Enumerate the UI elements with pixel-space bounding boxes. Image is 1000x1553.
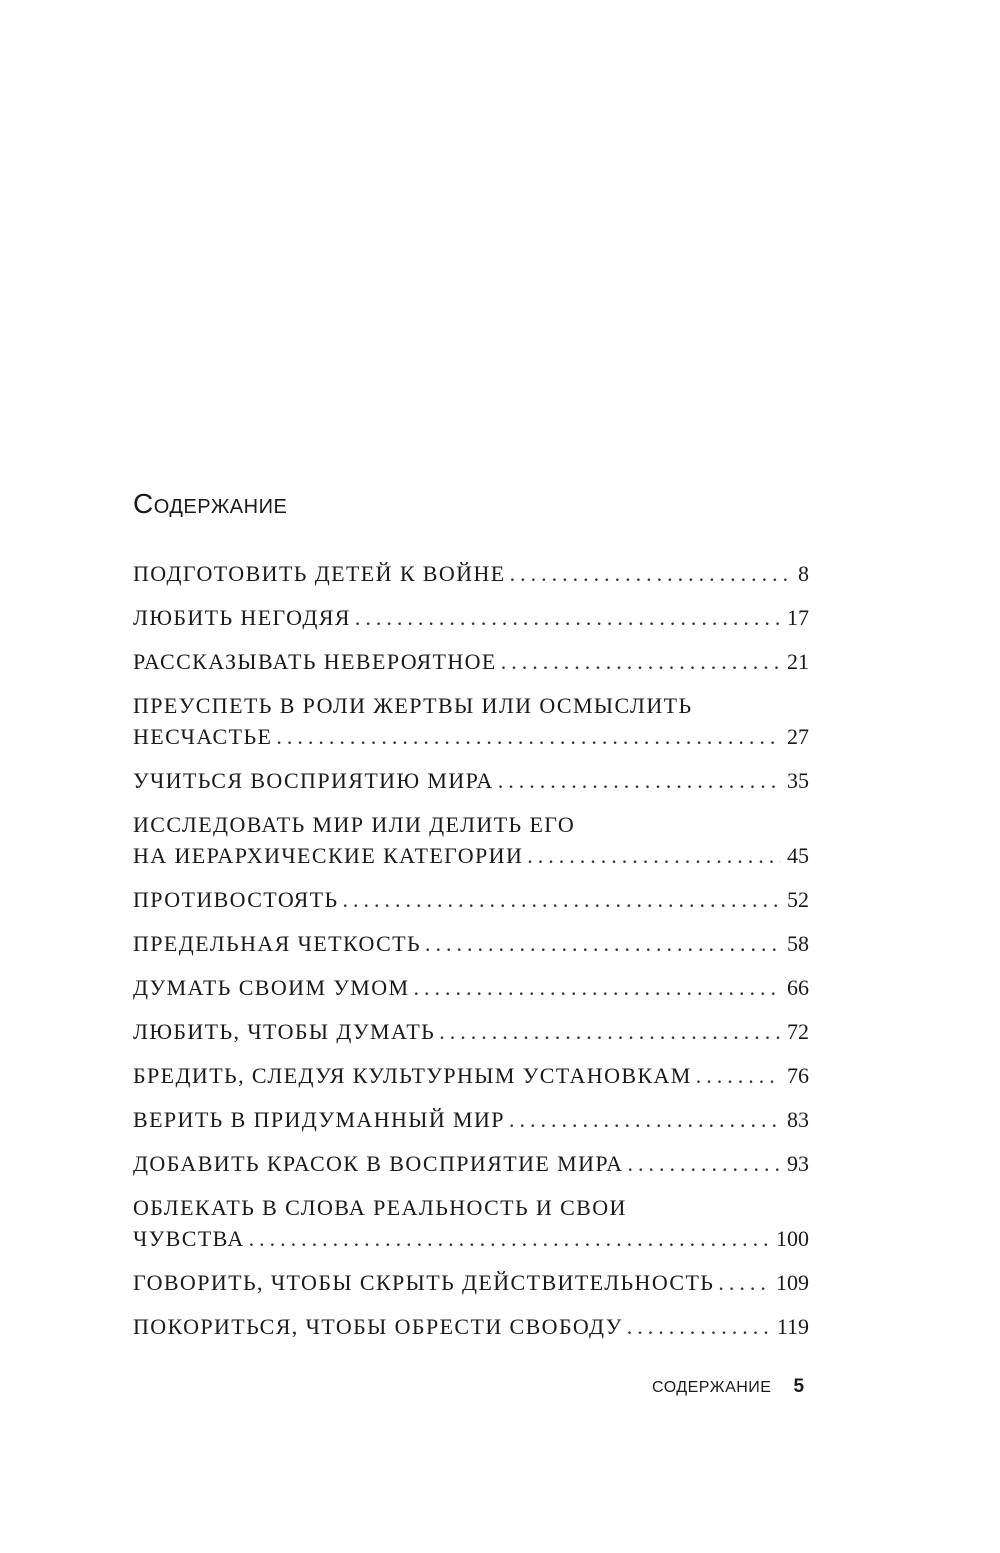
toc-entry-title: ПРЕУСПЕТЬ В РОЛИ ЖЕРТВЫ ИЛИ ОСМЫСЛИТЬ — [133, 693, 693, 718]
toc-leader-dots — [439, 1016, 781, 1047]
toc-entry-title-continued: ЧУВСТВА — [133, 1226, 245, 1251]
toc-leader-dots — [276, 721, 781, 752]
toc-entry — [133, 602, 809, 633]
toc-entry-page: 100 — [776, 1226, 809, 1251]
toc-entry-page: 72 — [787, 1019, 809, 1044]
toc-entry-title: ОБЛЕКАТЬ В СЛОВА РЕАЛЬНОСТЬ И СВОИ — [133, 1195, 627, 1220]
toc-entry — [133, 1060, 809, 1091]
toc-title: Содержание — [133, 488, 288, 519]
toc-leader-dots — [510, 558, 792, 589]
toc-entry-title-continued: НЕСЧАСТЬЕ — [133, 724, 273, 749]
toc-entry-page: 45 — [787, 843, 809, 868]
toc-entry — [133, 928, 809, 959]
toc-entry-page: 8 — [798, 561, 809, 586]
toc-entry-page: 27 — [787, 724, 809, 749]
toc-entry — [133, 690, 809, 752]
toc-entry-title: ДУМАТЬ СВОИМ УМОМ — [133, 975, 410, 1000]
toc-entry-title: УЧИТЬСЯ ВОСПРИЯТИЮ МИРА — [133, 768, 494, 793]
toc-entry — [133, 646, 809, 677]
toc-entry-title-continued: НА ИЕРАРХИЧЕСКИЕ КАТЕГОРИИ — [133, 843, 524, 868]
toc-entry-page: 66 — [787, 975, 809, 1000]
toc-entry — [133, 1192, 809, 1254]
toc-entry-title: ВЕРИТЬ В ПРИДУМАННЫЙ МИР — [133, 1107, 505, 1132]
toc-entry — [133, 1016, 809, 1047]
toc-entry-page: 58 — [787, 931, 809, 956]
toc-entry — [133, 1104, 809, 1135]
toc-leader-dots — [627, 1148, 781, 1179]
toc-entry — [133, 809, 809, 871]
toc-entry-title: ИССЛЕДОВАТЬ МИР ИЛИ ДЕЛИТЬ ЕГО — [133, 812, 576, 837]
toc-list — [133, 558, 809, 1355]
toc-leader-dots — [414, 972, 781, 1003]
toc-entry — [133, 1267, 809, 1298]
toc-entry-title: ЛЮБИТЬ, ЧТОБЫ ДУМАТЬ — [133, 1019, 436, 1044]
toc-entry-title: РАССКАЗЫВАТЬ НЕВЕРОЯТНОЕ — [133, 649, 497, 674]
toc-leader-dots — [425, 928, 781, 959]
toc-leader-dots — [501, 646, 781, 677]
toc-entry-page: 109 — [776, 1270, 809, 1295]
toc-leader-dots — [249, 1223, 770, 1254]
toc-entry-title: ПОКОРИТЬСЯ, ЧТОБЫ ОБРЕСТИ СВОБОДУ — [133, 1314, 623, 1339]
toc-leader-dots — [355, 602, 781, 633]
toc-entry — [133, 972, 809, 1003]
toc-entry-page: 52 — [787, 887, 809, 912]
toc-leader-dots — [527, 840, 781, 871]
toc-entry-page: 83 — [787, 1107, 809, 1132]
toc-entry-title: ЛЮБИТЬ НЕГОДЯЯ — [133, 605, 351, 630]
toc-entry-title: ГОВОРИТЬ, ЧТОБЫ СКРЫТЬ ДЕЙСТВИТЕЛЬНОСТЬ — [133, 1270, 715, 1295]
toc-entry-title: ПОДГОТОВИТЬ ДЕТЕЙ К ВОЙНЕ — [133, 561, 506, 586]
toc-leader-dots — [627, 1311, 771, 1342]
toc-entry — [133, 1311, 809, 1342]
toc-entry-title: ПРЕДЕЛЬНАЯ ЧЕТКОСТЬ — [133, 931, 422, 956]
toc-entry-page: 21 — [787, 649, 809, 674]
toc-entry-title: БРЕДИТЬ, СЛЕДУЯ КУЛЬТУРНЫМ УСТАНОВКАМ — [133, 1063, 692, 1088]
toc-leader-dots — [343, 884, 781, 915]
toc-entry-page: 93 — [787, 1151, 809, 1176]
toc-entry — [133, 558, 809, 589]
toc-entry — [133, 1148, 809, 1179]
toc-leader-dots — [696, 1060, 781, 1091]
toc-entry — [133, 765, 809, 796]
toc-leader-dots — [718, 1267, 770, 1298]
toc-entry-page: 35 — [787, 768, 809, 793]
page-number: 5 — [793, 1376, 805, 1397]
page-footer — [652, 1376, 804, 1398]
running-head: СОДЕРЖАНИЕ — [652, 1379, 772, 1396]
toc-entry — [133, 884, 809, 915]
toc-entry-page: 17 — [787, 605, 809, 630]
toc-leader-dots — [498, 765, 781, 796]
toc-entry-title: ДОБАВИТЬ КРАСОК В ВОСПРИЯТИЕ МИРА — [133, 1151, 624, 1176]
toc-entry-title: ПРОТИВОСТОЯТЬ — [133, 887, 339, 912]
toc-entry-page: 76 — [787, 1063, 809, 1088]
toc-entry-page: 119 — [776, 1314, 809, 1339]
toc-leader-dots — [509, 1104, 781, 1135]
